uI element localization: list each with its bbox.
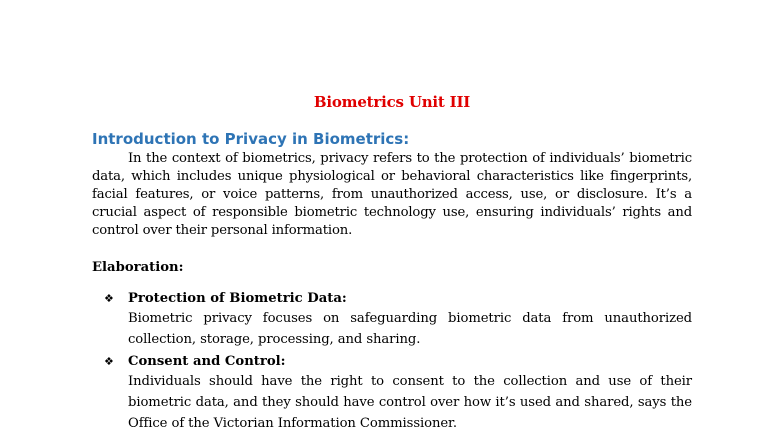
list-item-body: Biometric privacy focuses on safeguarding biometric data from unauthorized collection, storage, processing, and sharing.: [128, 311, 692, 347]
list-item-body: Individuals should have the right to consent to the collection and use of their biometric data, and they should have control over how it’s used and shared, says the Office of the Victorian Information Commissioner.: [128, 374, 692, 431]
document-title: Biometrics Unit III: [313, 93, 471, 111]
list-item: [104, 290, 692, 350]
elaboration-heading: Elaboration:: [92, 260, 184, 275]
list-item-title: Consent and Control:: [128, 354, 286, 369]
section-heading: Introduction to Privacy in Biometrics:: [92, 130, 410, 148]
diamond-bullet-icon: ❖: [104, 355, 114, 368]
list-item: [104, 353, 692, 434]
intro-paragraph: In the context of biometrics, privacy refers to the protection of individuals’ biometric data, which includes unique physiological or behavioral characteristics like fingerprints, facial features, or voice patterns, from unauthorized access, use, or disclosure. It’s a crucial aspect of responsible biometric technology use, ensuring individuals’ rights and control over their personal information.: [92, 151, 692, 238]
diamond-bullet-icon: ❖: [104, 292, 114, 305]
list-item-title: Protection of Biometric Data:: [128, 291, 347, 306]
